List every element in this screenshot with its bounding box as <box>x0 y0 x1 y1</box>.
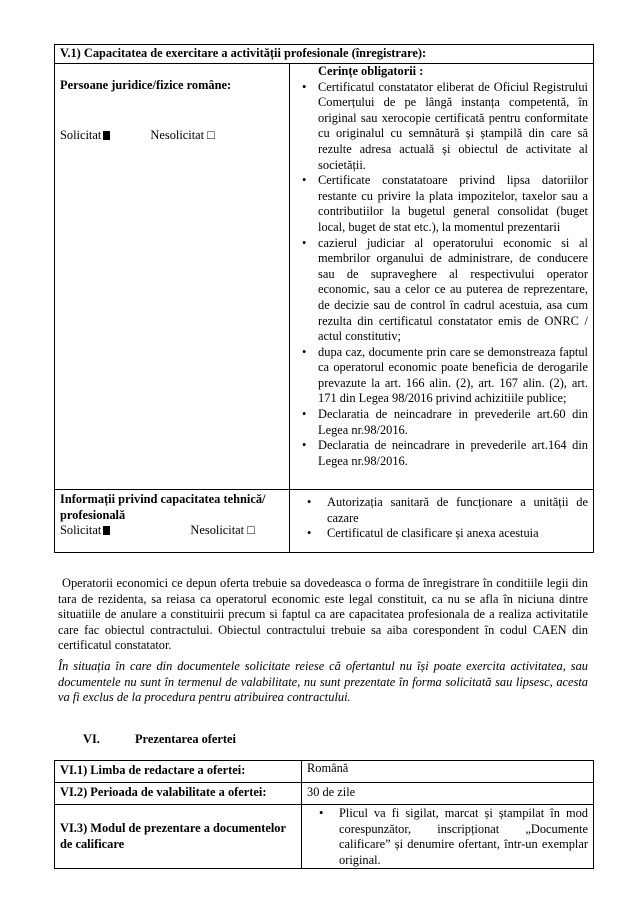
tech-nesolicitat-label: Nesolicitat □ <box>190 523 255 538</box>
tech-list <box>295 495 588 542</box>
tech-left-cell <box>55 490 290 553</box>
vi3-list <box>307 806 588 868</box>
list-item: • Certificatul de clasificare și anexa acestuia <box>295 526 588 542</box>
exclusion-paragraph: În situația în care din documentele solicitate reiese că ofertantul nu își poate exercita activitatea, sau documentele nu sunt în termenul de valabilitate, nu sunt prezentate în forma solicitată sau lipsesc, acesta va fi exclus de la procedura pentru atribuirea contractului. <box>58 659 588 705</box>
tech-heading: Informații privind capacitatea tehnică/ profesională <box>60 492 266 522</box>
tech-right-cell <box>290 490 594 553</box>
section-vi-number: VI. <box>83 732 100 746</box>
vi1-value: Română <box>302 761 594 783</box>
list-item: • Declaratia de neincadrare in prevederile art.60 din Legea nr.98/2016. <box>295 407 588 438</box>
vi1-label: VI.1) Limba de redactare a ofertei: <box>55 761 302 783</box>
v1-right-heading: Cerințe obligatorii : <box>318 64 424 78</box>
v1-right-cell <box>290 64 594 490</box>
vi3-label: VI.3) Modul de prezentare a documentelor de calificare <box>55 805 302 869</box>
list-item: • Certificatul constatator eliberat de Oficiul Registrului Comerțului de pe lângă instanța competentă, în original sau xerocopie certificată pentru conformitate cu originalul cu semnătură și ștampilă din care să rezulte adresa actuală și obiectul de activitate al societății. <box>295 80 588 174</box>
list-item: • Autorizația sanitară de funcționare a unității de cazare <box>295 495 588 526</box>
registration-paragraph: Operatorii economici ce depun oferta trebuie sa dovedeasca o forma de înregistrare în conditiile legii din tara de rezidenta, sa reiasa ca operatorul economic este legal constituit, ca nu se afla în niciuna dintre situatiile de anulare a constituirii precum si faptul ca are capacitatea profesionala de a realiza activitatile care fac obiectul contractului. Obiectul contractului trebuie sa aiba corespondent în codul CAEN din certificatul constatator. <box>58 576 588 653</box>
v1-request-row <box>60 128 284 144</box>
list-item: • cazierul judiciar al operatorului economic si al membrilor organului de administrare, de conducere sau de supraveghere al respectivului operator economic, sau a celor ce au puterea de reprezentare, de decizie sau de control în cadrul acestuia, asa cum rezulta din certificatul constatator emis de ONRC / actul constitutiv; <box>295 236 588 345</box>
vi3-value-cell <box>302 805 594 869</box>
vi-table <box>54 760 594 869</box>
tech-solicitat-checkbox-checked[interactable] <box>103 526 110 535</box>
list-item: • Certificate constatatoare privind lipsa datoriilor restante cu privire la plata impozitelor, taxelor sau a contributiilor la bugetul general consolidat (buget local, buget de stat etc.), la momentul prezentarii <box>295 173 588 235</box>
v1-table <box>54 44 594 553</box>
vi2-value: 30 de zile <box>302 783 594 805</box>
vi2-label: VI.2) Perioada de valabilitate a ofertei: <box>55 783 302 805</box>
solicitat-checkbox-checked[interactable] <box>103 131 110 140</box>
list-item: • dupa caz, documente prin care se demonstreaza faptul ca operatorul economic poate beneficia de derogarile prevazute la art. 166 alin. (2), art. 167 alin. (2), art. 171 din Legea 98/2016 privind achizitiile publice; <box>295 345 588 407</box>
v1-left-heading: Persoane juridice/fizice române: <box>60 78 232 92</box>
list-item: • Plicul va fi sigilat, marcat și ștampilat în mod corespunzător, inscripționat „Documente calificare” și denumire ofertant, într-un exemplar original. <box>307 806 588 868</box>
v1-left-cell <box>55 64 290 490</box>
tech-request-row <box>60 523 284 539</box>
section-vi-heading <box>83 732 236 748</box>
list-item: • Declaratia de neincadrare in prevederile art.164 din Legea nr.98/2016. <box>295 438 588 469</box>
v1-requirements-list <box>295 80 588 470</box>
section-vi-title: Prezentarea ofertei <box>134 732 236 746</box>
tech-solicitat-label: Solicitat <box>60 523 102 538</box>
v1-title: V.1) Capacitatea de exercitare a activității profesionale (înregistrare): <box>55 45 594 64</box>
nesolicitat-label: Nesolicitat □ <box>150 127 215 142</box>
solicitat-label: Solicitat <box>60 127 102 142</box>
